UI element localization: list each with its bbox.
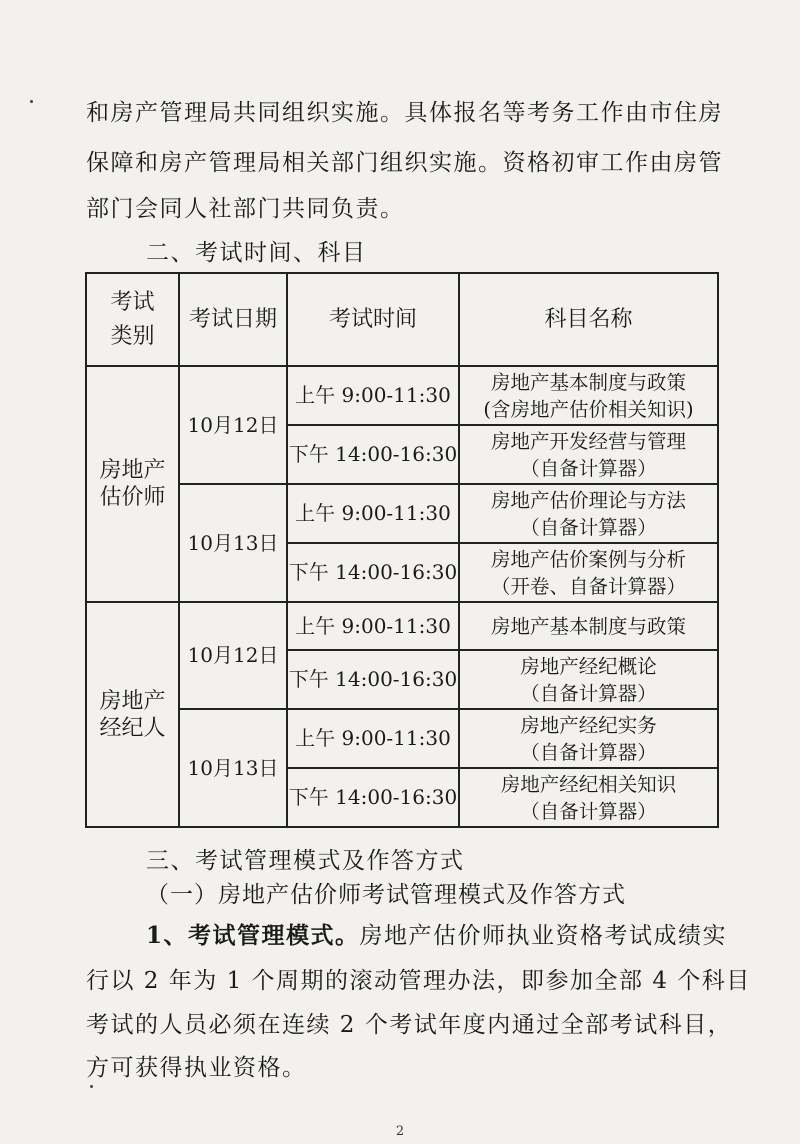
subject-cell: 房地产估价案例与分析 （开卷、自备计算器） (459, 543, 718, 602)
date-cell: 10月13日 (179, 709, 287, 827)
item-title: 1、考试管理模式。 (146, 922, 360, 949)
section-heading: 三、考试管理模式及作答方式 (146, 848, 465, 874)
paragraph-line: 和房产管理局共同组织实施。具体报名等考务工作由市住房 (86, 100, 723, 126)
section-heading: 二、考试时间、科目 (146, 240, 367, 266)
header-subject: 科目名称 (459, 273, 718, 366)
date-cell: 10月12日 (179, 366, 287, 484)
paragraph-line: 考试的人员必须在连续 2 个考试年度内通过全部考试科目， (86, 1012, 733, 1038)
time-cell: 上午 9:00-11:30 (287, 602, 459, 650)
table-row (86, 602, 718, 650)
date-cell: 10月12日 (179, 602, 287, 709)
subject-cell: 房地产经纪实务 （自备计算器） (459, 709, 718, 768)
time-cell: 下午 14:00-16:30 (287, 425, 459, 484)
time-cell: 上午 9:00-11:30 (287, 366, 459, 425)
scan-speck (30, 100, 33, 103)
subject-cell: 房地产基本制度与政策 (459, 602, 718, 650)
time-cell: 下午 14:00-16:30 (287, 650, 459, 709)
header-category: 考试 类别 (86, 273, 179, 366)
paragraph-line: 行以 2 年为 1 个周期的滚动管理办法，即参加全部 4 个科目 (86, 968, 751, 994)
subsection-heading: （一）房地产估价师考试管理模式及作答方式 (146, 882, 626, 908)
time-cell: 下午 14:00-16:30 (287, 543, 459, 602)
paragraph-line: 方可获得执业资格。 (86, 1055, 307, 1081)
table-row (86, 709, 718, 768)
paragraph-line: 1、考试管理模式。房地产估价师执业资格考试成绩实 (146, 922, 728, 949)
paragraph-line: 保障和房产管理局相关部门组织实施。资格初审工作由房管 (86, 150, 723, 176)
subject-cell: 房地产估价理论与方法 （自备计算器） (459, 484, 718, 543)
scan-speck (90, 1085, 93, 1088)
time-cell: 上午 9:00-11:30 (287, 709, 459, 768)
subject-cell: 房地产经纪概论 （自备计算器） (459, 650, 718, 709)
subject-cell: 房地产基本制度与政策 (含房地产估价相关知识) (459, 366, 718, 425)
exam-schedule-table (85, 272, 719, 828)
header-time: 考试时间 (287, 273, 459, 366)
header-date: 考试日期 (179, 273, 287, 366)
paragraph-line: 部门会同人社部门共同负责。 (86, 196, 405, 222)
page-number: 2 (395, 1124, 405, 1139)
subject-cell: 房地产经纪相关知识 （自备计算器） (459, 768, 718, 827)
date-cell: 10月13日 (179, 484, 287, 602)
subject-cell: 房地产开发经营与管理 （自备计算器） (459, 425, 718, 484)
table-row (86, 366, 718, 425)
time-cell: 下午 14:00-16:30 (287, 768, 459, 827)
category-cell: 房地产 估价师 (86, 366, 179, 602)
time-cell: 上午 9:00-11:30 (287, 484, 459, 543)
table-row (86, 484, 718, 543)
category-cell: 房地产 经纪人 (86, 602, 179, 827)
table-header-row (86, 273, 718, 366)
